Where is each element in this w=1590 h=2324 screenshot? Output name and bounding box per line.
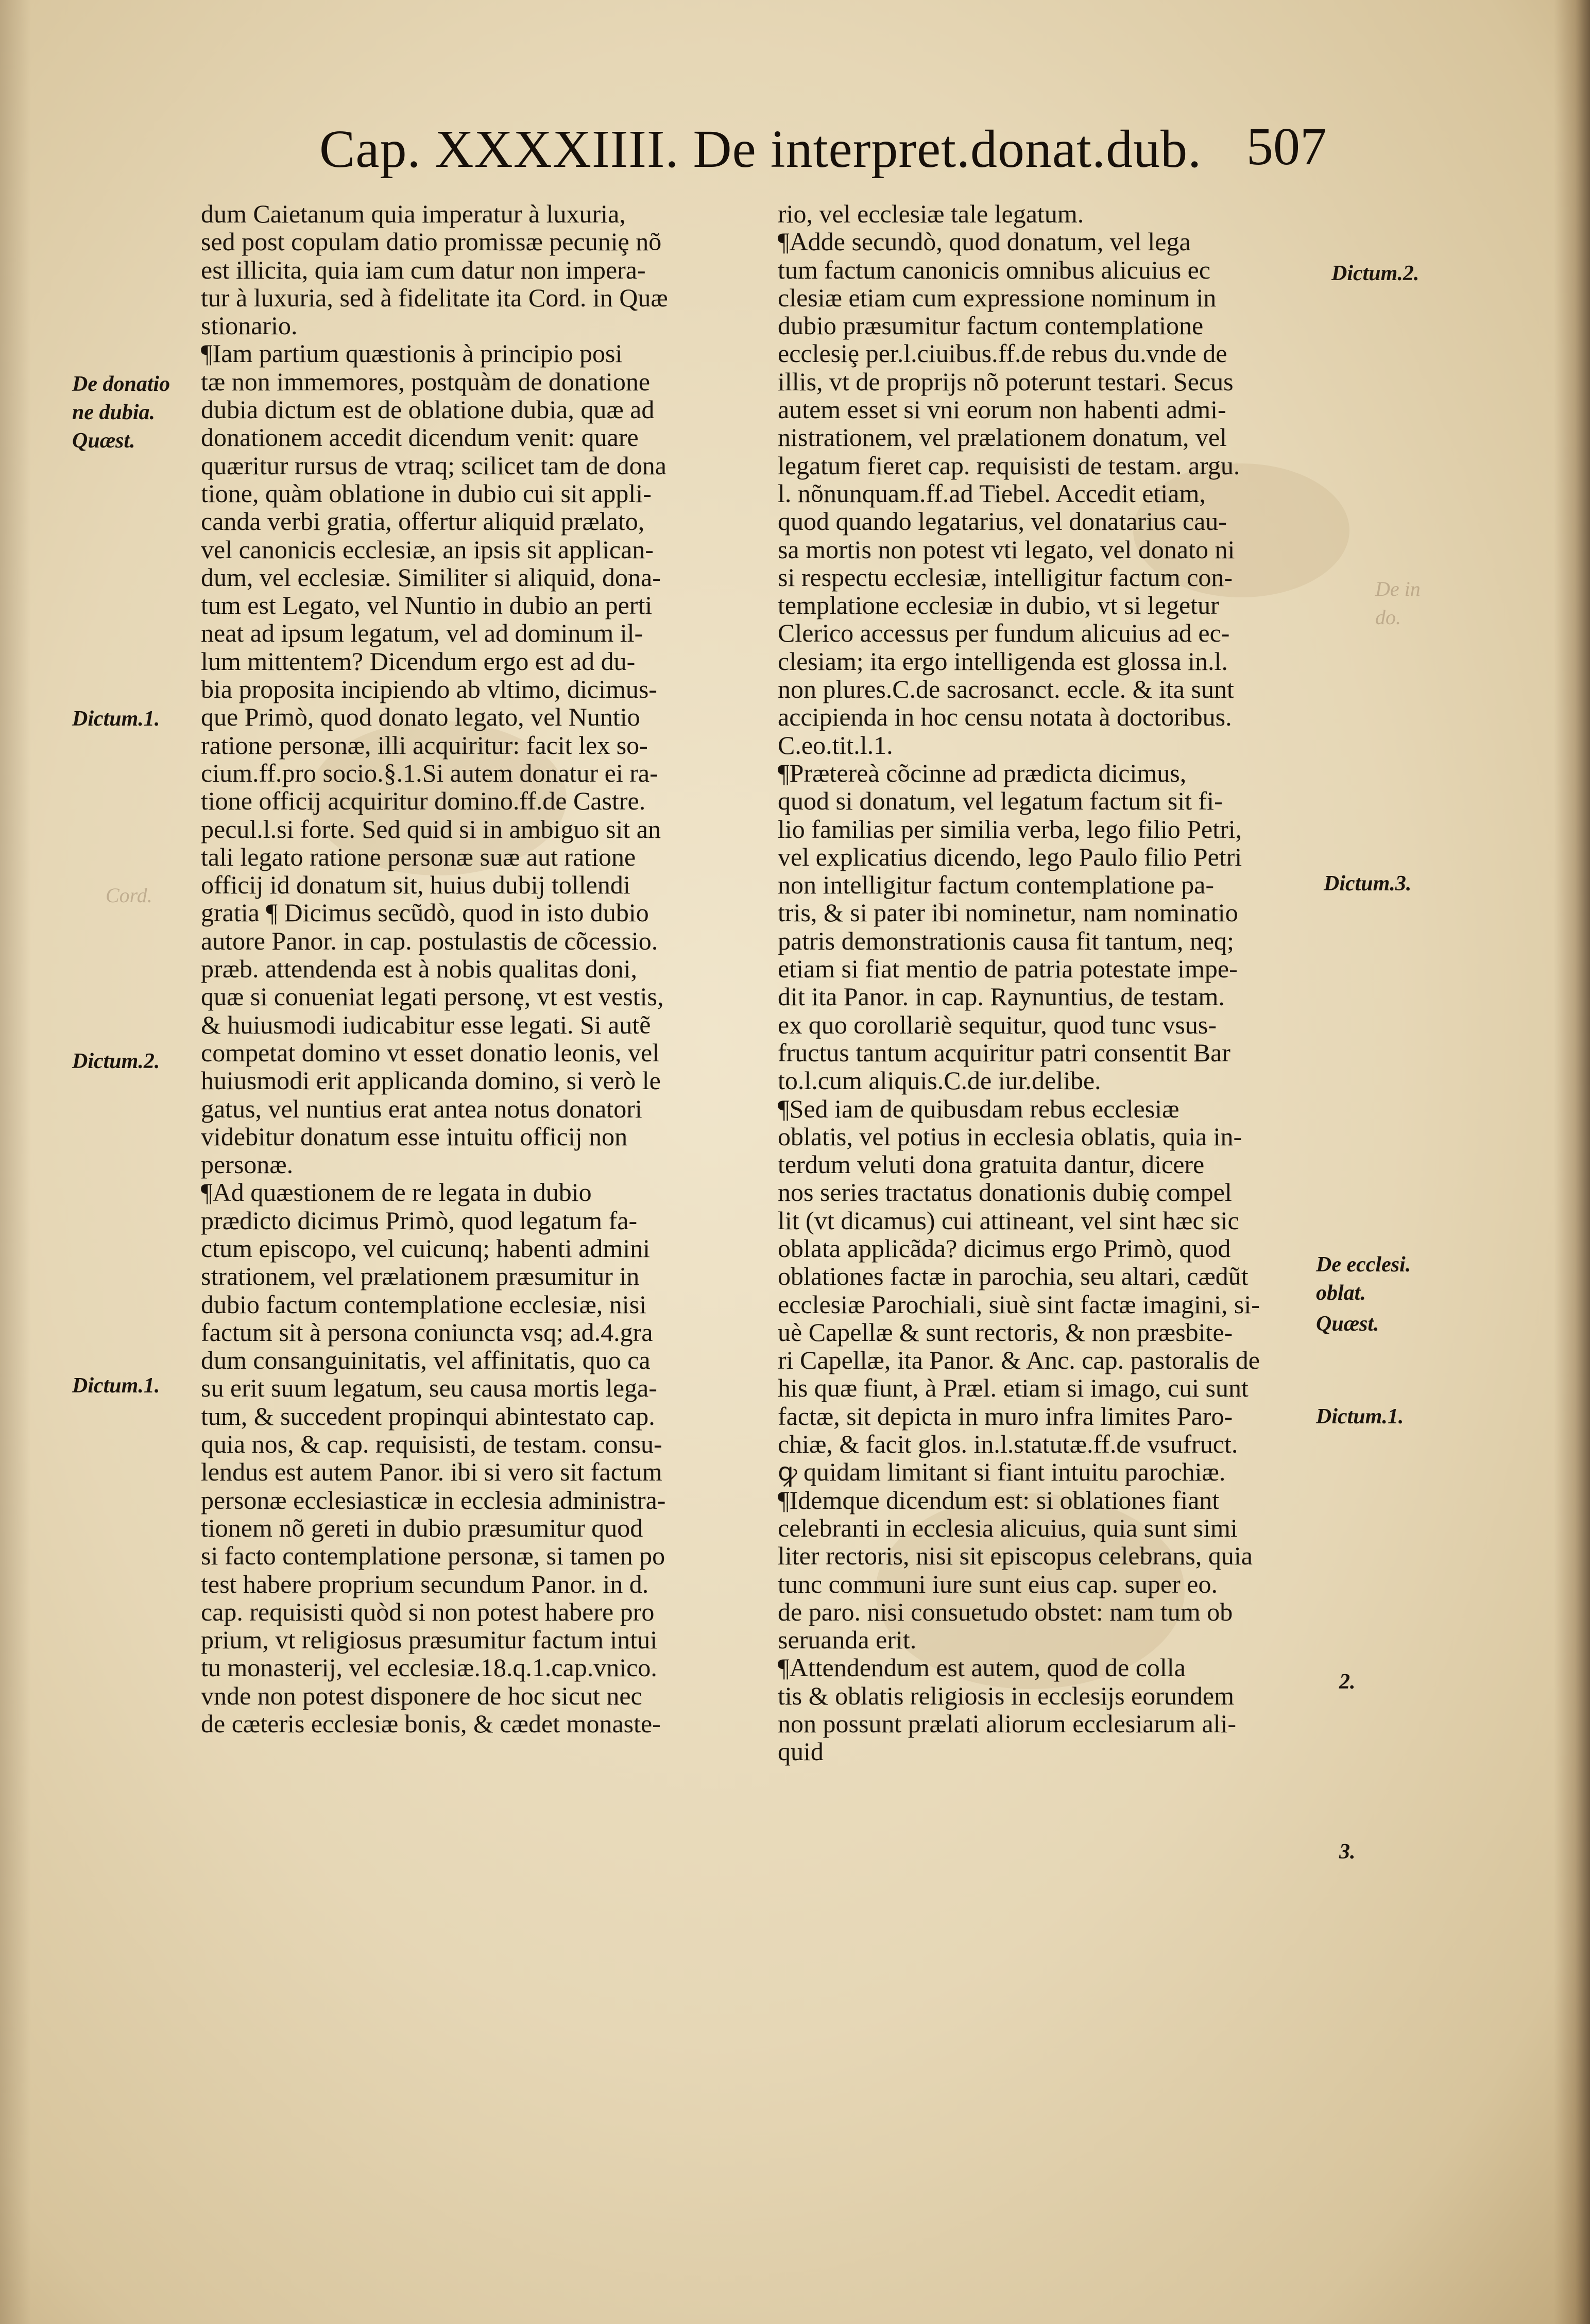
- text-line: tris, & si pater ibi nominetur, nam nominatio: [778, 898, 1238, 927]
- text-line: Clerico accessus per fundum alicuius ad ec-: [778, 618, 1230, 648]
- text-line: ¶Sed iam de quibusdam rebus ecclesiæ: [778, 1094, 1179, 1123]
- text-line: illis, vt de proprijs nõ poterunt testari. Secus: [778, 367, 1234, 396]
- text-line: l. nõnunquam.ff.ad Tiebel. Accedit etiam,: [778, 478, 1206, 508]
- text-line: de paro. nisi consuetudo obstet: nam tum ob: [778, 1597, 1233, 1626]
- text-line: ¶Prætereà cõcinne ad prædicta dicimus,: [778, 758, 1187, 787]
- text-line: officij id donatum sit, huius dubij tollendi: [201, 870, 630, 900]
- faint-note-right-1: De in: [1375, 577, 1421, 600]
- text-line: to.l.cum aliquis.C.de iur.delibe.: [778, 1066, 1101, 1095]
- text-line: seruanda erit.: [778, 1625, 917, 1655]
- text-line: sed post copulam datio promissæ pecuniȩ nõ: [201, 227, 662, 256]
- text-line: tione officij acquiritur domino.ff.de Castre.: [201, 786, 646, 816]
- text-line: ecclesiæ Parochiali, siuè sint factæ imagini, si-: [778, 1289, 1260, 1319]
- text-line: bia proposita incipiendo ab vltimo, dicimus-: [201, 675, 657, 704]
- text-line: vel canonicis ecclesiæ, an ipsis sit applican-: [201, 535, 654, 564]
- text-line: tum factum canonicis omnibus alicuius ec: [778, 255, 1211, 284]
- text-line: autore Panor. in cap. postulastis de cõcessio.: [201, 926, 658, 955]
- text-line: clesiæ etiam cum expressione nominum in: [778, 283, 1217, 312]
- faint-note-right-2: do.: [1375, 606, 1401, 629]
- text-line: sa mortis non potest vti legato, vel donato ni: [778, 535, 1235, 564]
- text-line: strationem, vel prælationem præsumitur in: [201, 1262, 640, 1291]
- text-line: factum sit à persona coniuncta vsq; ad.4.gra: [201, 1317, 653, 1347]
- text-line: nistrationem, vel prælationem donatum, vel: [778, 423, 1227, 452]
- text-line: legatum fieret cap. requisisti de testam. argu.: [778, 451, 1240, 480]
- text-line: templatione ecclesiæ in dubio, vt si legetur: [778, 591, 1219, 620]
- text-line: lit (vt dicamus) cui attineant, vel sint hæc sic: [778, 1206, 1239, 1235]
- margin-note-3: 3.: [1339, 1840, 1356, 1864]
- text-line: celebranti in ecclesia alicuius, quia sunt simi: [778, 1513, 1238, 1542]
- text-line: ex quo corollariè sequitur, quod tunc vsus-: [778, 1010, 1217, 1039]
- text-line: test habere proprium secundum Panor. in d.: [201, 1569, 649, 1598]
- text-line: ¶Ad quæstionem de re legata in dubio: [201, 1178, 592, 1207]
- text-line: dum consanguinitatis, vel affinitatis, quo ca: [201, 1346, 651, 1375]
- text-line: clesiam; ita ergo intelligenda est glossa in.l.: [778, 646, 1228, 676]
- text-line: tæ non immemores, postquàm de donatione: [201, 367, 651, 396]
- margin-note-quaest: Quæst.: [72, 429, 135, 453]
- text-line: dit ita Panor. in cap. Raynuntius, de testam.: [778, 982, 1225, 1011]
- text-line: tunc communi iure sunt eius cap. super eo.: [778, 1569, 1218, 1598]
- text-line: factæ, sit depicta in muro infra limites Paro-: [778, 1401, 1233, 1431]
- text-line: su erit suum legatum, seu causa mortis lega-: [201, 1373, 657, 1403]
- margin-note-de-ecclesi: De ecclesi.: [1316, 1253, 1411, 1277]
- text-line: autem esset si vni eorum non habenti admi-: [778, 395, 1226, 424]
- text-line: ctum episcopo, vel cuicunq; habenti admini: [201, 1233, 650, 1263]
- text-line: pecul.l.si forte. Sed quid si in ambiguo sit an: [201, 814, 661, 843]
- text-line: patris demonstrationis causa fit tantum, neq;: [778, 926, 1234, 955]
- text-line: donationem accedit dicendum venit: quare: [201, 423, 639, 452]
- left-text-column: [201, 200, 742, 1737]
- text-line: C.eo.tit.l.1.: [778, 730, 893, 760]
- text-line: quæ si conueniat legati personȩ, vt est vestis,: [201, 982, 664, 1011]
- text-line: tum est Legato, vel Nuntio in dubio an perti: [201, 591, 653, 620]
- text-line: quæritur rursus de vtraq; scilicet tam de dona: [201, 451, 666, 480]
- margin-note-2: 2.: [1339, 1670, 1356, 1694]
- text-line: accipienda in hoc censu notata à doctoribus.: [778, 702, 1232, 732]
- right-text-column: [778, 200, 1308, 1766]
- text-line: his quæ fiunt, à Præl. etiam si imago, cui sunt: [778, 1373, 1249, 1403]
- text-line: tionem nõ gereti in dubio præsumitur quod: [201, 1513, 643, 1542]
- text-line: lio familias per similia verba, lego filio Petri,: [778, 814, 1242, 843]
- text-line: etiam si fiat mentio de patria potestate impe-: [778, 954, 1238, 984]
- margin-note-oblat: oblat.: [1316, 1281, 1366, 1305]
- text-line: que Primò, quod donato legato, vel Nuntio: [201, 702, 640, 732]
- margin-note-dictum-1: Dictum.1.: [72, 707, 160, 731]
- text-line: cium.ff.pro socio.§.1.Si autem donatur ei ra-: [201, 758, 658, 787]
- text-line: dubio præsumitur factum contemplatione: [778, 311, 1204, 340]
- text-line: tis & oblatis religiosis in ecclesijs eorundem: [778, 1681, 1234, 1710]
- text-line: gratia ¶ Dicimus secũdò, quod in isto dubio: [201, 898, 649, 927]
- margin-note-dictum-1b: Dictum.1.: [72, 1374, 160, 1398]
- text-line: videbitur donatum esse intuitu officij non: [201, 1122, 628, 1151]
- text-line: ꝙ quidam limitant si fiant intuitu parochiæ.: [778, 1457, 1226, 1487]
- text-line: tione, quàm oblatione in dubio cui sit appli-: [201, 478, 652, 508]
- chapter-title: Cap. XXXXIIII. De interpret.donat.dub.: [319, 119, 1202, 179]
- text-line: uè Capellæ & sunt rectoris, & non præsbite-: [778, 1317, 1233, 1347]
- margin-note-dictum-3: Dictum.3.: [1324, 872, 1412, 896]
- text-line: quod si donatum, vel legatum factum sit fi-: [778, 786, 1223, 816]
- text-line: rio, vel ecclesiæ tale legatum.: [778, 199, 1084, 228]
- text-line: vel explicatius dicendo, lego Paulo filio Petri: [778, 842, 1242, 871]
- text-line: ecclesiȩ per.l.ciuibus.ff.de rebus du.vnde de: [778, 339, 1227, 368]
- text-line: dum Caietanum quia imperatur à luxuria,: [201, 199, 626, 228]
- text-line: tali legato ratione personæ suæ aut ratione: [201, 842, 636, 871]
- text-line: huiusmodi erit applicanda domino, si verò le: [201, 1066, 661, 1095]
- text-line: oblatis, vel potius in ecclesia oblatis, quia in-: [778, 1122, 1242, 1151]
- text-line: quia nos, & cap. requisisti, de testam. consu-: [201, 1430, 662, 1459]
- text-line: gatus, vel nuntius erat antea notus donatori: [201, 1094, 642, 1123]
- text-line: personæ.: [201, 1150, 294, 1179]
- text-line: tu monasterij, vel ecclesiæ.18.q.1.cap.vnico.: [201, 1653, 657, 1682]
- text-line: tur à luxuria, sed à fidelitate ita Cord. in Quæ: [201, 283, 668, 312]
- text-line: canda verbi gratia, offertur aliquid prælato,: [201, 507, 645, 536]
- text-line: ¶Idemque dicendum est: si oblationes fiant: [778, 1485, 1220, 1514]
- text-line: de cæteris ecclesiæ bonis, & cædet monaste-: [201, 1709, 661, 1738]
- text-line: lendus est autem Panor. ibi si vero sit factum: [201, 1457, 662, 1487]
- text-line: est illicita, quia iam cum datur non impera-: [201, 255, 646, 284]
- text-line: non possunt prælati aliorum ecclesiarum ali-: [778, 1709, 1237, 1738]
- text-line: ri Capellæ, ita Panor. & Anc. cap. pastoralis de: [778, 1346, 1260, 1375]
- text-line: ¶Adde secundò, quod donatum, vel lega: [778, 227, 1191, 256]
- text-line: oblata applicãda? dicimus ergo Primò, quod: [778, 1233, 1231, 1263]
- margin-note-quaest-right: Quæst.: [1316, 1312, 1379, 1336]
- text-line: quod quando legatarius, vel donatarius cau-: [778, 507, 1227, 536]
- text-line: dubio factum contemplatione ecclesiæ, nisi: [201, 1289, 647, 1319]
- margin-note-dictum-2-right: Dictum.2.: [1331, 262, 1420, 285]
- margin-note-ne-dubia: ne dubia.: [72, 401, 156, 424]
- text-line: non intelligitur factum contemplatione pa-: [778, 870, 1214, 900]
- text-line: ¶Iam partium quæstionis à principio posi: [201, 339, 623, 368]
- text-line: terdum veluti dona gratuita dantur, dicere: [778, 1150, 1205, 1179]
- margin-note-de-donatione: De donatio: [72, 372, 170, 396]
- text-line: tum, & succedent propinqui abintestato cap.: [201, 1401, 655, 1431]
- margin-note-dictum-1-right: Dictum.1.: [1316, 1405, 1404, 1428]
- text-line: prædicto dicimus Primò, quod legatum fa-: [201, 1206, 638, 1235]
- page-number: 507: [1246, 117, 1327, 176]
- text-line: oblationes factæ in parochia, seu altari, cædũt: [778, 1262, 1249, 1291]
- text-line: dum, vel ecclesiæ. Similiter si aliquid, dona-: [201, 562, 661, 592]
- page-edge-shadow: [1554, 0, 1590, 2324]
- text-line: competat domino vt esset donatio leonis, vel: [201, 1038, 660, 1067]
- text-line: quid: [778, 1737, 824, 1766]
- text-line: nos series tractatus donationis dubiȩ compel: [778, 1178, 1232, 1207]
- text-line: lum mittentem? Dicendum ergo est ad du-: [201, 646, 636, 676]
- text-line: fructus tantum acquiritur patri consentit Bar: [778, 1038, 1230, 1067]
- text-line: ¶Attendendum est autem, quod de colla: [778, 1653, 1186, 1682]
- text-line: stionario.: [201, 311, 298, 340]
- text-line: cap. requisisti quòd si non potest habere pro: [201, 1597, 655, 1626]
- text-line: liter rectoris, nisi sit episcopus celebrans, quia: [778, 1541, 1253, 1571]
- text-line: non plures.C.de sacrosanct. eccle. & ita sunt: [778, 675, 1234, 704]
- text-line: chiæ, & facit glos. in.l.statutæ.ff.de vsufruct.: [778, 1430, 1238, 1459]
- spine-shadow: [0, 0, 31, 2324]
- text-line: præb. attendenda est à nobis qualitas doni,: [201, 954, 638, 984]
- text-line: personæ ecclesiasticæ in ecclesia administra-: [201, 1485, 666, 1514]
- text-line: dubia dictum est de oblatione dubia, quæ ad: [201, 395, 655, 424]
- text-line: vnde non potest disponere de hoc sicut nec: [201, 1681, 642, 1710]
- text-line: si facto contemplatione personæ, si tamen po: [201, 1541, 665, 1571]
- margin-note-dictum-2: Dictum.2.: [72, 1049, 160, 1073]
- faint-note-left: Cord.: [106, 884, 152, 907]
- text-line: ratione personæ, illi acquiritur: facit lex so-: [201, 730, 648, 760]
- text-line: prium, vt religiosus præsumitur factum intui: [201, 1625, 658, 1655]
- text-line: si respectu ecclesiæ, intelligitur factum con-: [778, 562, 1233, 592]
- text-line: neat ad ipsum legatum, vel ad dominum il-: [201, 618, 643, 648]
- text-line: & huiusmodi iudicabitur esse legati. Si autẽ: [201, 1010, 651, 1039]
